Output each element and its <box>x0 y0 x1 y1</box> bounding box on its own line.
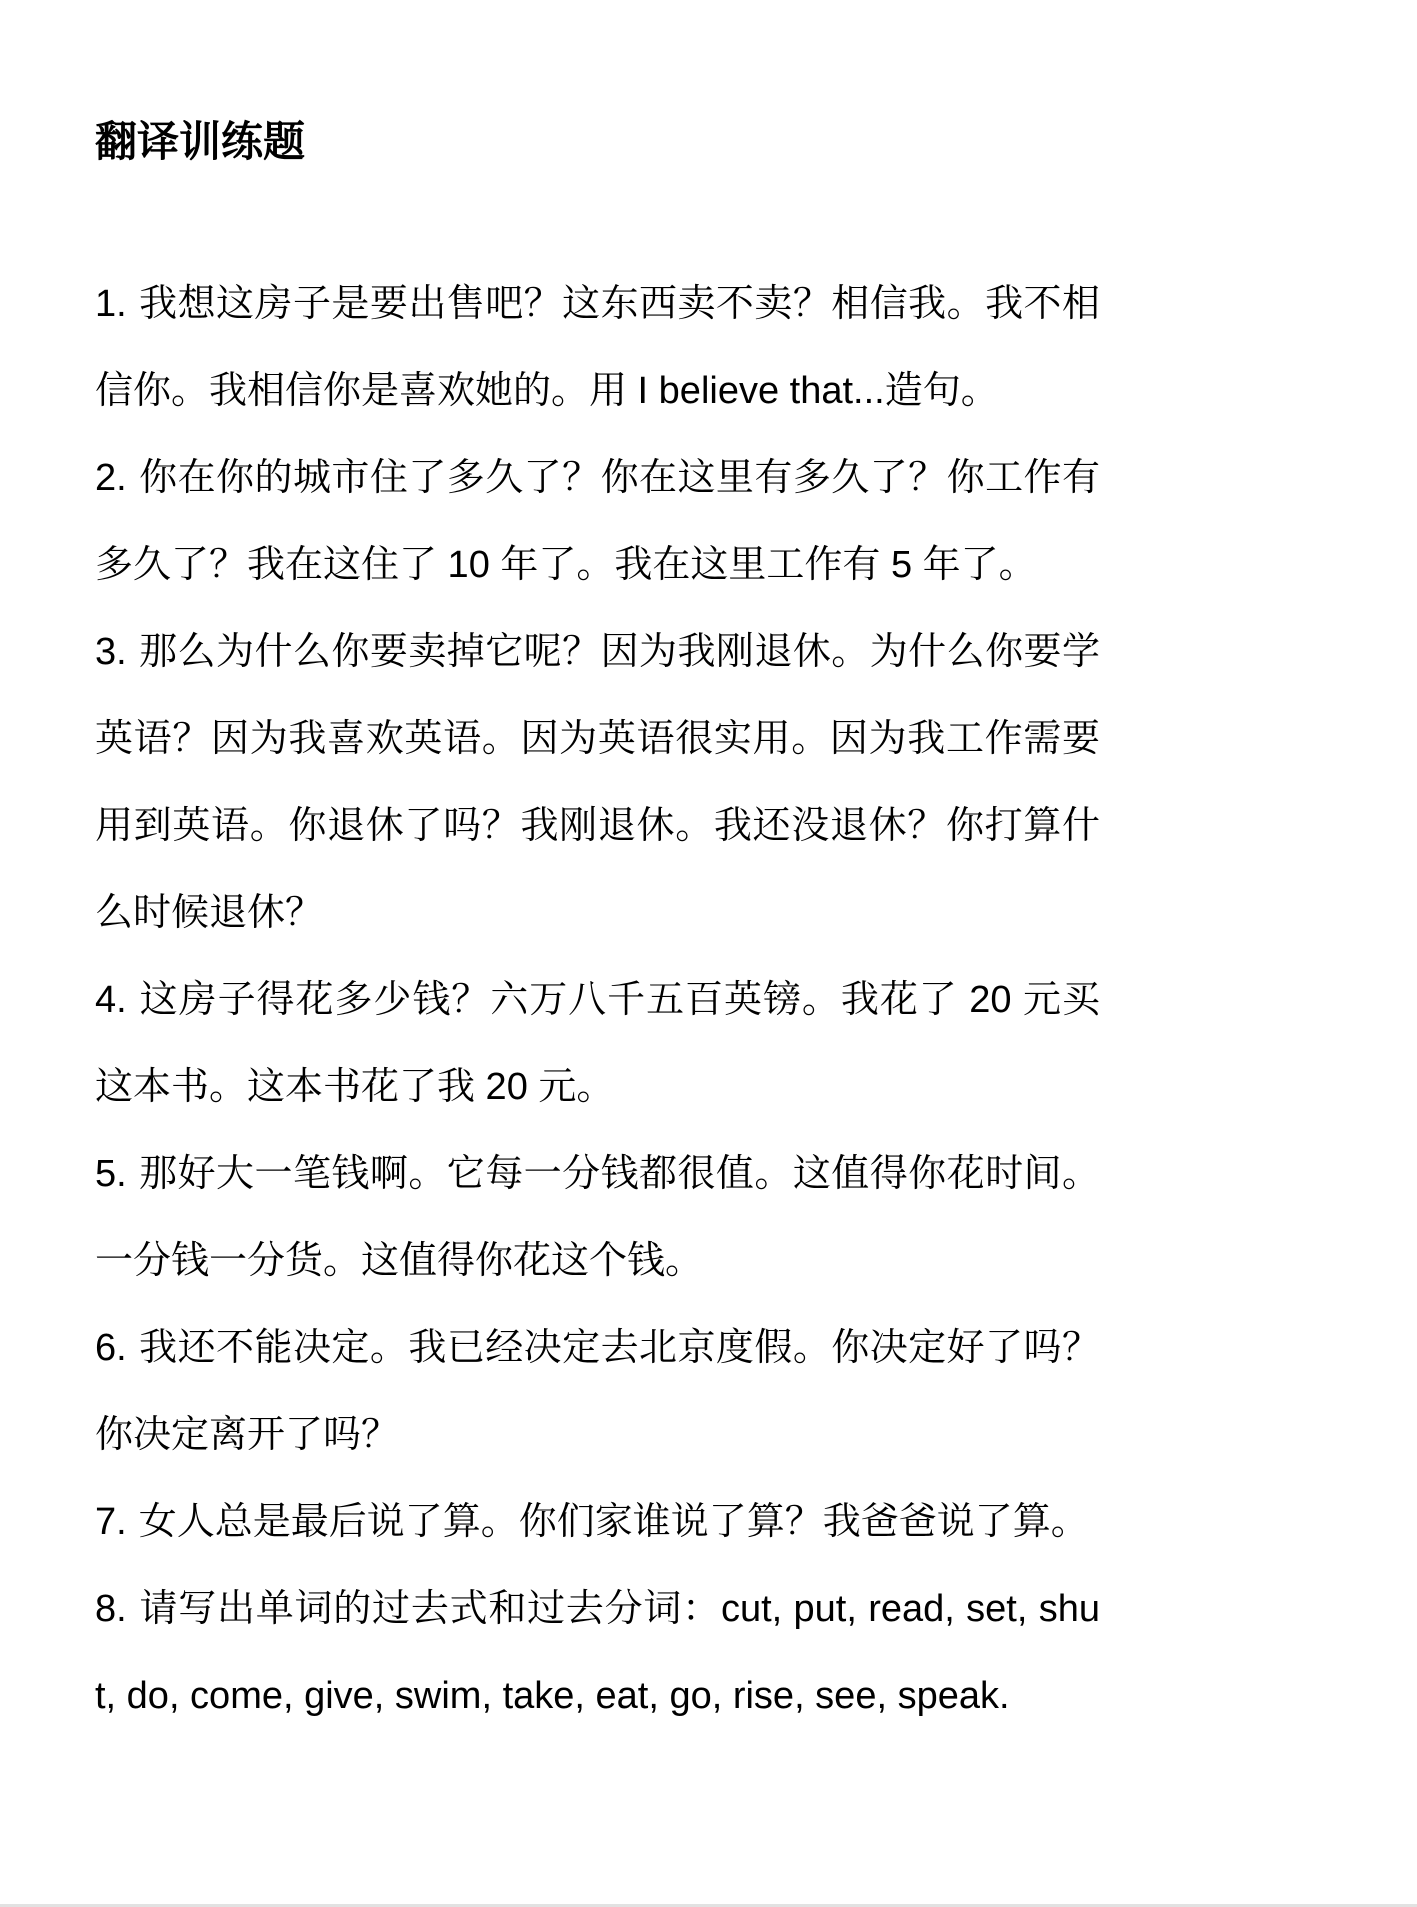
list-item <box>95 1305 1100 1479</box>
item-number: 1. <box>95 283 127 325</box>
items-list <box>95 261 1100 1740</box>
list-item <box>95 1479 1100 1566</box>
item-text: 你在你的城市住了多久了？你在这里有多久了？你工作有多久了？我在这住了 10 年了。我在这里工作有 5 年了。 <box>95 457 1100 586</box>
item-text: 这房子得花多少钱？六万八千五百英镑。我花了 20 元买这本书。这本书花了我 20 元。 <box>95 979 1100 1108</box>
item-text: 女人总是最后说了算。你们家谁说了算？我爸爸说了算。 <box>138 1501 1089 1543</box>
list-item <box>95 435 1100 609</box>
page-title: 翻译训练题 <box>95 118 306 165</box>
item-number: 6. <box>95 1327 127 1369</box>
document-content <box>95 118 1100 1740</box>
item-text: 请写出单词的过去式和过去分词：cut, put, read, set, shut, do, come, give, swim, take, eat, go, rise, see, speak. <box>95 1588 1100 1717</box>
list-item <box>95 261 1100 435</box>
item-number: 7. <box>95 1501 127 1543</box>
item-text: 我想这房子是要出售吧？这东西卖不卖？相信我。我不相信你。我相信你是喜欢她的。用 I believe that...造句。 <box>95 283 1100 412</box>
item-number: 4. <box>95 979 127 1021</box>
item-number: 2. <box>95 457 127 499</box>
item-number: 5. <box>95 1153 127 1195</box>
list-item <box>95 1566 1100 1740</box>
item-number: 8. <box>95 1588 127 1630</box>
list-item <box>95 957 1100 1131</box>
item-text: 我还不能决定。我已经决定去北京度假。你决定好了吗？你决定离开了吗？ <box>95 1327 1100 1456</box>
list-item <box>95 609 1100 957</box>
item-number: 3. <box>95 631 127 673</box>
list-item <box>95 1131 1100 1305</box>
item-text: 那么为什么你要卖掉它呢？因为我刚退休。为什么你要学英语？因为我喜欢英语。因为英语很实用。因为我工作需要用到英语。你退休了吗？我刚退休。我还没退休？你打算什么时候退休？ <box>95 631 1100 934</box>
item-text: 那好大一笔钱啊。它每一分钱都很值。这值得你花时间。一分钱一分货。这值得你花这个钱。 <box>95 1153 1100 1282</box>
